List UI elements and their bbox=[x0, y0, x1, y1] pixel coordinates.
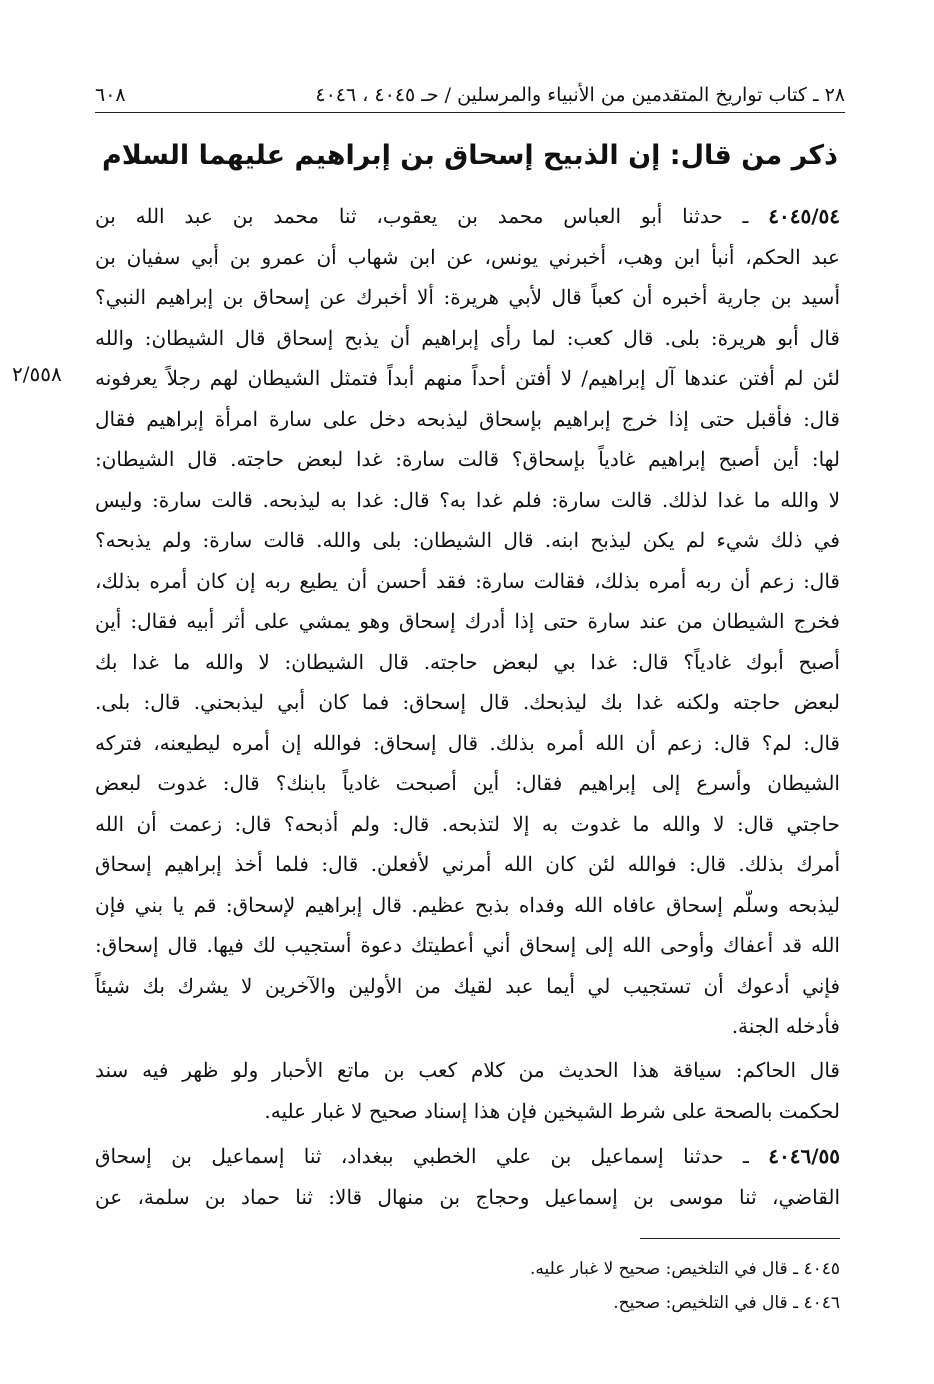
hadith-line: قال أبو هريرة: بلى. قال كعب: لما رأى إبراهيم أن يذبح إسحاق قال الشيطان: والله bbox=[95, 325, 840, 350]
comment-line: لحكمت بالصحة على شرط الشيخين فإن هذا إسناد صحيح لا غبار عليه. bbox=[264, 1098, 840, 1123]
section-title: ذكر من قال: إن الذبيح إسحاق بن إبراهيم عليهما السلام bbox=[102, 140, 838, 171]
hadith-line: لبعض حاجته ولكنه غدا بك ليذبحك. قال إسحاق: فما كان أبي ليذبحني. قال: بلى. bbox=[95, 690, 840, 714]
running-header bbox=[95, 84, 845, 113]
hadith-line: عبد الحكم، أنبأ ابن وهب، أخبرني يونس، عن ابن شهاب أن عمرو بن أبي سفيان بن bbox=[95, 244, 840, 269]
hadith-line: ٤٠٤٥/٥٤ ـ حدثنا أبو العباس محمد بن يعقوب، ثنا محمد بن عبد الله بن bbox=[95, 204, 840, 228]
hadith-line: الله قد أعفاك وأوحى الله إلى إسحاق أني أعطيتك دعوة أستجيب لك فيها. قال إسحاق: bbox=[95, 933, 840, 957]
hadith-line: حاجتي قال: لا والله ما غدوت به إلا لتذبحه. قال: ولم أذبحه؟ قال: زعمت أن الله bbox=[95, 811, 840, 836]
footnote-divider bbox=[640, 1238, 840, 1239]
footnote: ٤٠٤٦ ـ قال في التلخيص: صحيح. bbox=[613, 1293, 840, 1313]
margin-reference: ٢/٥٥٨ bbox=[12, 362, 62, 386]
hadith-line: فأدخله الجنة. bbox=[731, 1014, 840, 1038]
hadith-line: الشيطان وأسرع إلى إبراهيم فقال: أين أصبحت غادياً بابنك؟ قال: غدوت لبعض bbox=[95, 771, 840, 795]
page-number: ٦٠٨ bbox=[95, 84, 126, 106]
hadith-line: فخرج الشيطان من عند سارة حتى إذا أدرك إسحاق وهو يمشي على أثر أبيه فقال: أين bbox=[95, 609, 840, 633]
hadith-line: لها: أين أصبح إبراهيم غادياً بإسحاق؟ قالت سارة: غدا لبعض حاجته. قال الشيطان: bbox=[95, 447, 840, 471]
hadith-4045 bbox=[95, 196, 840, 1047]
hadith-line: في ذلك شيء لم يكن ليذبح ابنه. قال الشيطان: بلى والله. قالت سارة: ولم يذبحه؟ bbox=[95, 528, 840, 552]
hadith-line: ٤٠٤٦/٥٥ ـ حدثنا إسماعيل بن علي الخطبي ببغداد، ثنا إسماعيل بن إسحاق bbox=[95, 1144, 840, 1168]
hadith-4046 bbox=[95, 1136, 840, 1217]
hakim-comment bbox=[95, 1050, 840, 1131]
hadith-line: أمرك بذلك. قال: فوالله لئن كان الله أمرني لأفعلن. قال: فلما أخذ إبراهيم إسحاق bbox=[95, 852, 840, 876]
hadith-number: ٤٠٤٦/٥٥ bbox=[768, 1144, 840, 1168]
hadith-line: أسيد بن جارية أخبره أن كعباً قال لأبي هريرة: ألا أخبرك عن إسحاق بن إبراهيم النبي؟ bbox=[95, 285, 840, 309]
hadith-line: قال: لم؟ قال: زعم أن الله أمره بذلك. قال إسحاق: فوالله إن أمره ليطيعنه، فتركه bbox=[95, 730, 840, 755]
hadith-line: أصبح أبوك غادياً؟ قال: غدا بي لبعض حاجته. قال الشيطان: لا والله ما غدا بك bbox=[95, 649, 840, 674]
comment-line: قال الحاكم: سياقة هذا الحديث من كلام كعب بن ماتع الأحبار ولو ظهر فيه سند bbox=[95, 1058, 840, 1082]
hadith-line: قال: فأقبل حتى إذا خرج إبراهيم بإسحاق ليذبحه دخل على سارة امرأة إبراهيم فقال bbox=[95, 406, 840, 431]
hadith-line: لا والله ما غدا لذلك. قالت سارة: فلم غدا به؟ قال: غدا به ليذبحه. قالت سارة: وليس bbox=[95, 487, 840, 512]
hadith-line: ليذبحه وسلّم إسحاق عافاه الله وفداه بذبح عظيم. قال إبراهيم لإسحاق: قم يا بني فإن bbox=[95, 892, 840, 917]
footnotes bbox=[95, 1252, 840, 1320]
hadith-line: لئن لم أفتن عندها آل إبراهيم/ لا أفتن أحداً منهم أبداً فتمثل الشيطان لهم رجلاً يعرفونه bbox=[95, 366, 840, 390]
hadith-line: فإني أدعوك أن تستجيب لي أيما عبد لقيك من الأولين والآخرين لا يشرك بك شيئاً bbox=[95, 973, 840, 998]
hadith-line: قال: زعم أن ربه أمره بذلك، فقالت سارة: فقد أحسن أن يطيع ربه إن كان أمره بذلك، bbox=[95, 568, 840, 593]
hadith-line: القاضي، ثنا موسى بن إسماعيل وحجاج بن منهال قالا: ثنا حماد بن سلمة، عن bbox=[95, 1184, 840, 1209]
hadith-number: ٤٠٤٥/٥٤ bbox=[768, 204, 840, 228]
running-title: ٢٨ ـ كتاب تواريخ المتقدمين من الأنبياء والمرسلين / حـ ٤٠٤٥ ، ٤٠٤٦ bbox=[315, 84, 845, 106]
footnote: ٤٠٤٥ ـ قال في التلخيص: صحيح لا غبار عليه. bbox=[529, 1259, 840, 1279]
